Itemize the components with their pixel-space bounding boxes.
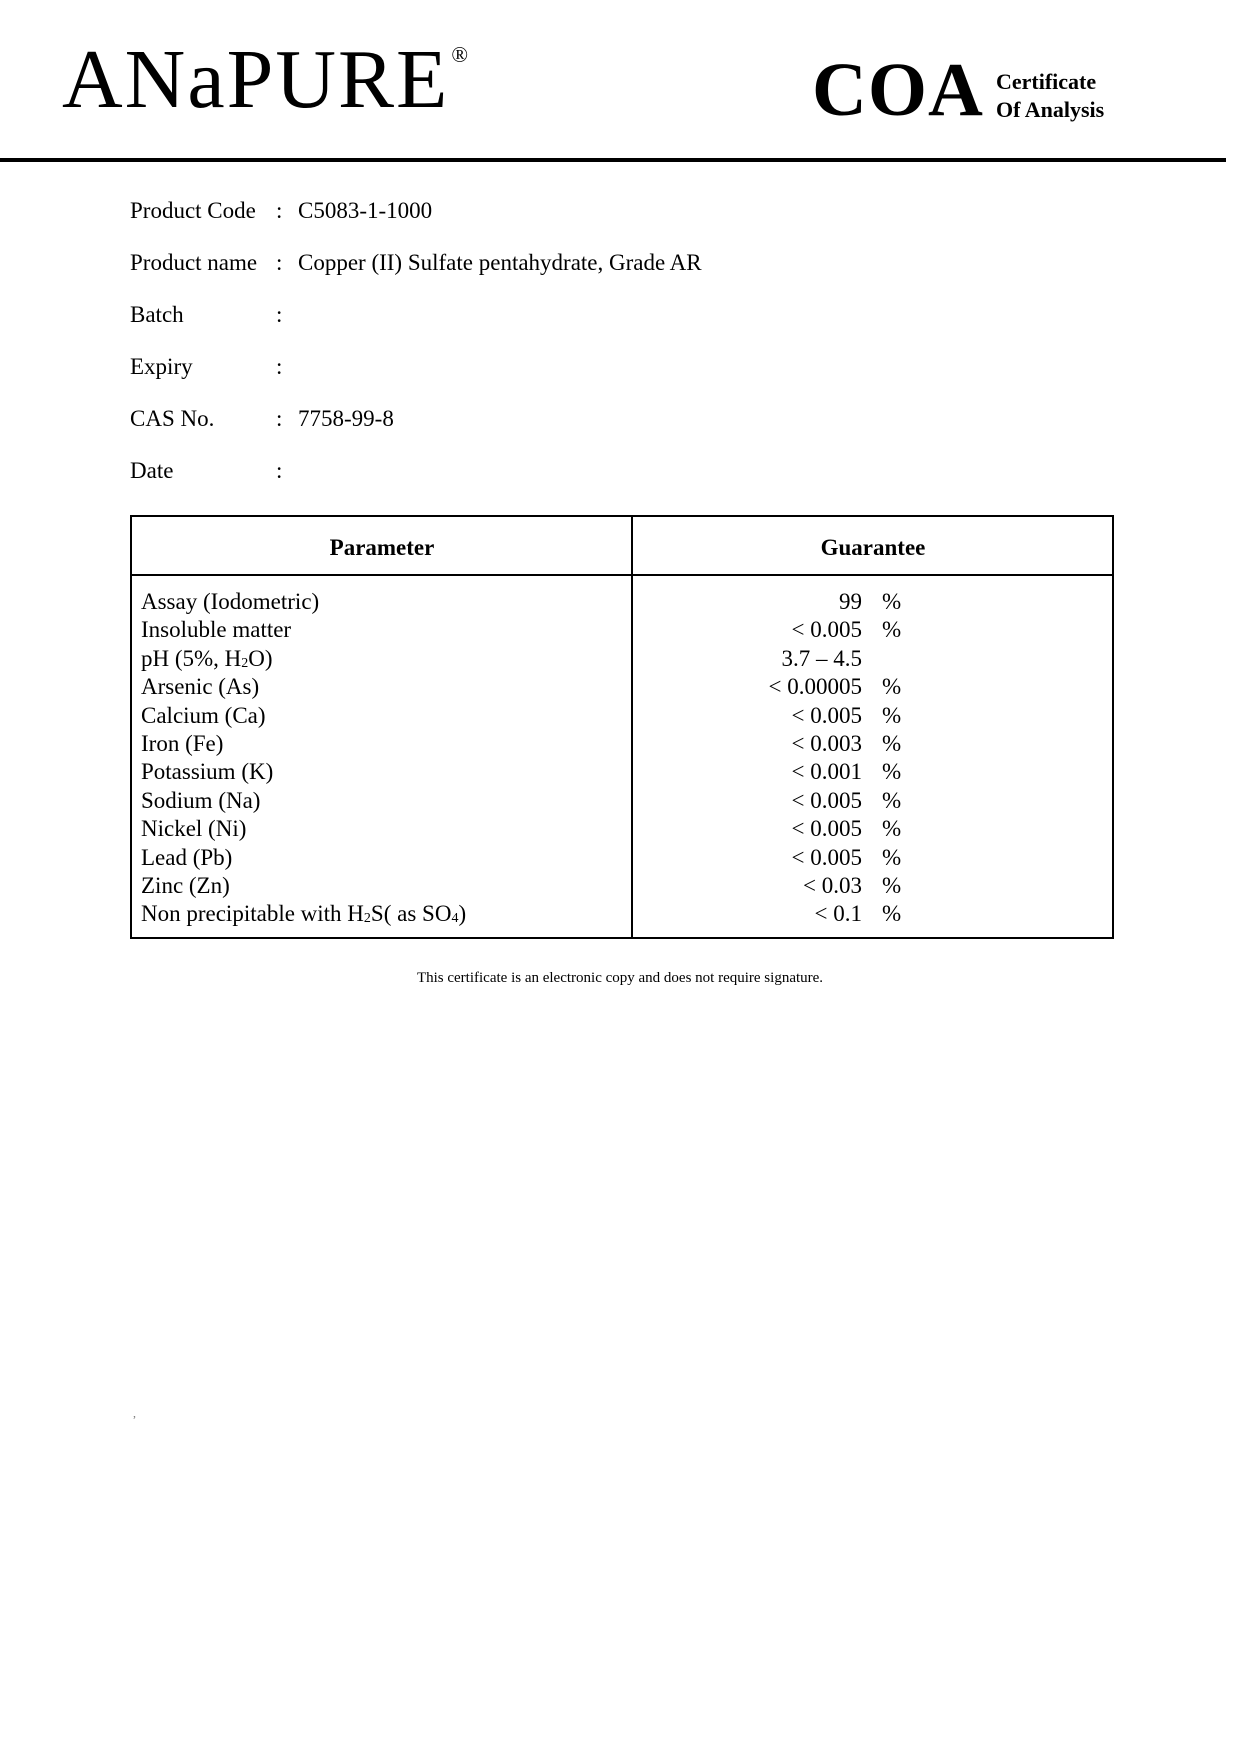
parameter-cell: Lead (Pb) [141, 844, 233, 870]
brand-logo [62, 33, 469, 126]
guarantee-value-cell: < 0.005 [791, 816, 862, 842]
guarantee-unit-cell: % [882, 589, 902, 614]
guarantee-unit-cell: % [882, 759, 902, 785]
batch-label: Batch [130, 302, 184, 327]
table-row [132, 617, 1112, 645]
brand-name: ANaPURE [62, 33, 450, 126]
table-row [132, 731, 1112, 759]
parameter-cell: pH (5%, $H_2O$) [141, 645, 273, 671]
cas-value: 7758-99-8 [298, 406, 394, 431]
table-row [132, 759, 1112, 787]
table-row [132, 901, 1112, 929]
separator: : [276, 198, 283, 223]
expiry-label: Expiry [130, 354, 193, 379]
guarantee-unit-cell: % [882, 816, 902, 842]
product-code-value: C5083-1-1000 [298, 198, 433, 223]
product-name-label: Product name [130, 250, 258, 275]
parameter-cell: Non precipitable with $H_2S$( as $SO_4$) [141, 901, 467, 927]
table-row [132, 646, 1112, 674]
guarantee-value-cell: < 0.005 [791, 617, 862, 643]
separator: : [276, 250, 283, 275]
table-header [132, 517, 1112, 576]
doc-type-line2: Of Analysis [996, 97, 1105, 122]
parameter-cell: Iron (Fe) [141, 730, 224, 756]
guarantee-unit-cell: % [882, 844, 902, 870]
parameter-cell: Arsenic (As) [141, 674, 260, 700]
table-row [132, 589, 1112, 617]
guarantee-value-cell: < 0.1 [814, 901, 862, 927]
registered-mark: ® [451, 42, 469, 67]
footer-note: This certificate is an electronic copy and does not require signature. [416, 970, 824, 986]
guarantee-value-cell: < 0.003 [791, 730, 862, 756]
scan-speck: , [133, 1406, 136, 1420]
guarantee-value-cell: 3.7 – 4.5 [781, 645, 862, 671]
parameter-cell: Zinc (Zn) [141, 872, 230, 898]
product-info [130, 198, 702, 510]
guarantee-value-cell: < 0.005 [791, 787, 862, 813]
guarantee-unit-cell: % [882, 702, 902, 728]
product-name-value: Copper (II) Sulfate pentahydrate, Grade AR [298, 250, 702, 275]
product-code-row [130, 198, 702, 250]
table-body [132, 589, 1112, 930]
parameter-cell: Calcium (Ca) [141, 702, 266, 728]
parameter-cell: Sodium (Na) [141, 787, 261, 813]
batch-row [130, 302, 702, 354]
table-row [132, 873, 1112, 901]
table-row [132, 845, 1112, 873]
guarantee-value-cell: < 0.00005 [768, 674, 862, 700]
doc-type-subtitle [996, 68, 1104, 124]
table-row [132, 674, 1112, 702]
cas-label: CAS No. [130, 406, 215, 431]
guarantee-value-cell: < 0.001 [791, 759, 862, 785]
guarantee-unit-cell: % [882, 730, 902, 756]
guarantee-unit-cell: % [882, 901, 902, 927]
separator: : [276, 302, 283, 327]
doc-type-line1: Certificate [996, 69, 1097, 94]
guarantee-unit-cell: % [882, 674, 902, 700]
cas-row [130, 406, 702, 458]
column-header-parameter: Parameter [329, 535, 435, 560]
separator: : [276, 458, 283, 483]
table-row [132, 816, 1112, 844]
guarantee-value-cell: < 0.03 [803, 872, 862, 898]
parameter-cell: Nickel (Ni) [141, 816, 247, 842]
product-code-label: Product Code [130, 198, 256, 223]
parameter-cell: Insoluble matter [141, 617, 292, 643]
guarantee-unit-cell: % [882, 787, 902, 813]
header-rule [0, 158, 1226, 162]
date-label: Date [130, 458, 174, 483]
specification-table [130, 515, 1114, 939]
separator: : [276, 406, 283, 431]
guarantee-unit-cell: % [882, 872, 902, 898]
doc-type: COA [812, 48, 984, 132]
guarantee-value-cell: < 0.005 [791, 844, 862, 870]
expiry-row [130, 354, 702, 406]
table-row [132, 703, 1112, 731]
parameter-cell: Assay (Iodometric) [141, 589, 320, 614]
guarantee-unit-cell: % [882, 617, 902, 643]
guarantee-value-cell: 99 [839, 589, 862, 614]
date-row [130, 458, 702, 510]
separator: : [276, 354, 283, 379]
product-name-row [130, 250, 702, 302]
table-row [132, 788, 1112, 816]
column-header-guarantee: Guarantee [820, 535, 926, 560]
guarantee-value-cell: < 0.005 [791, 702, 862, 728]
parameter-cell: Potassium (K) [141, 759, 274, 785]
